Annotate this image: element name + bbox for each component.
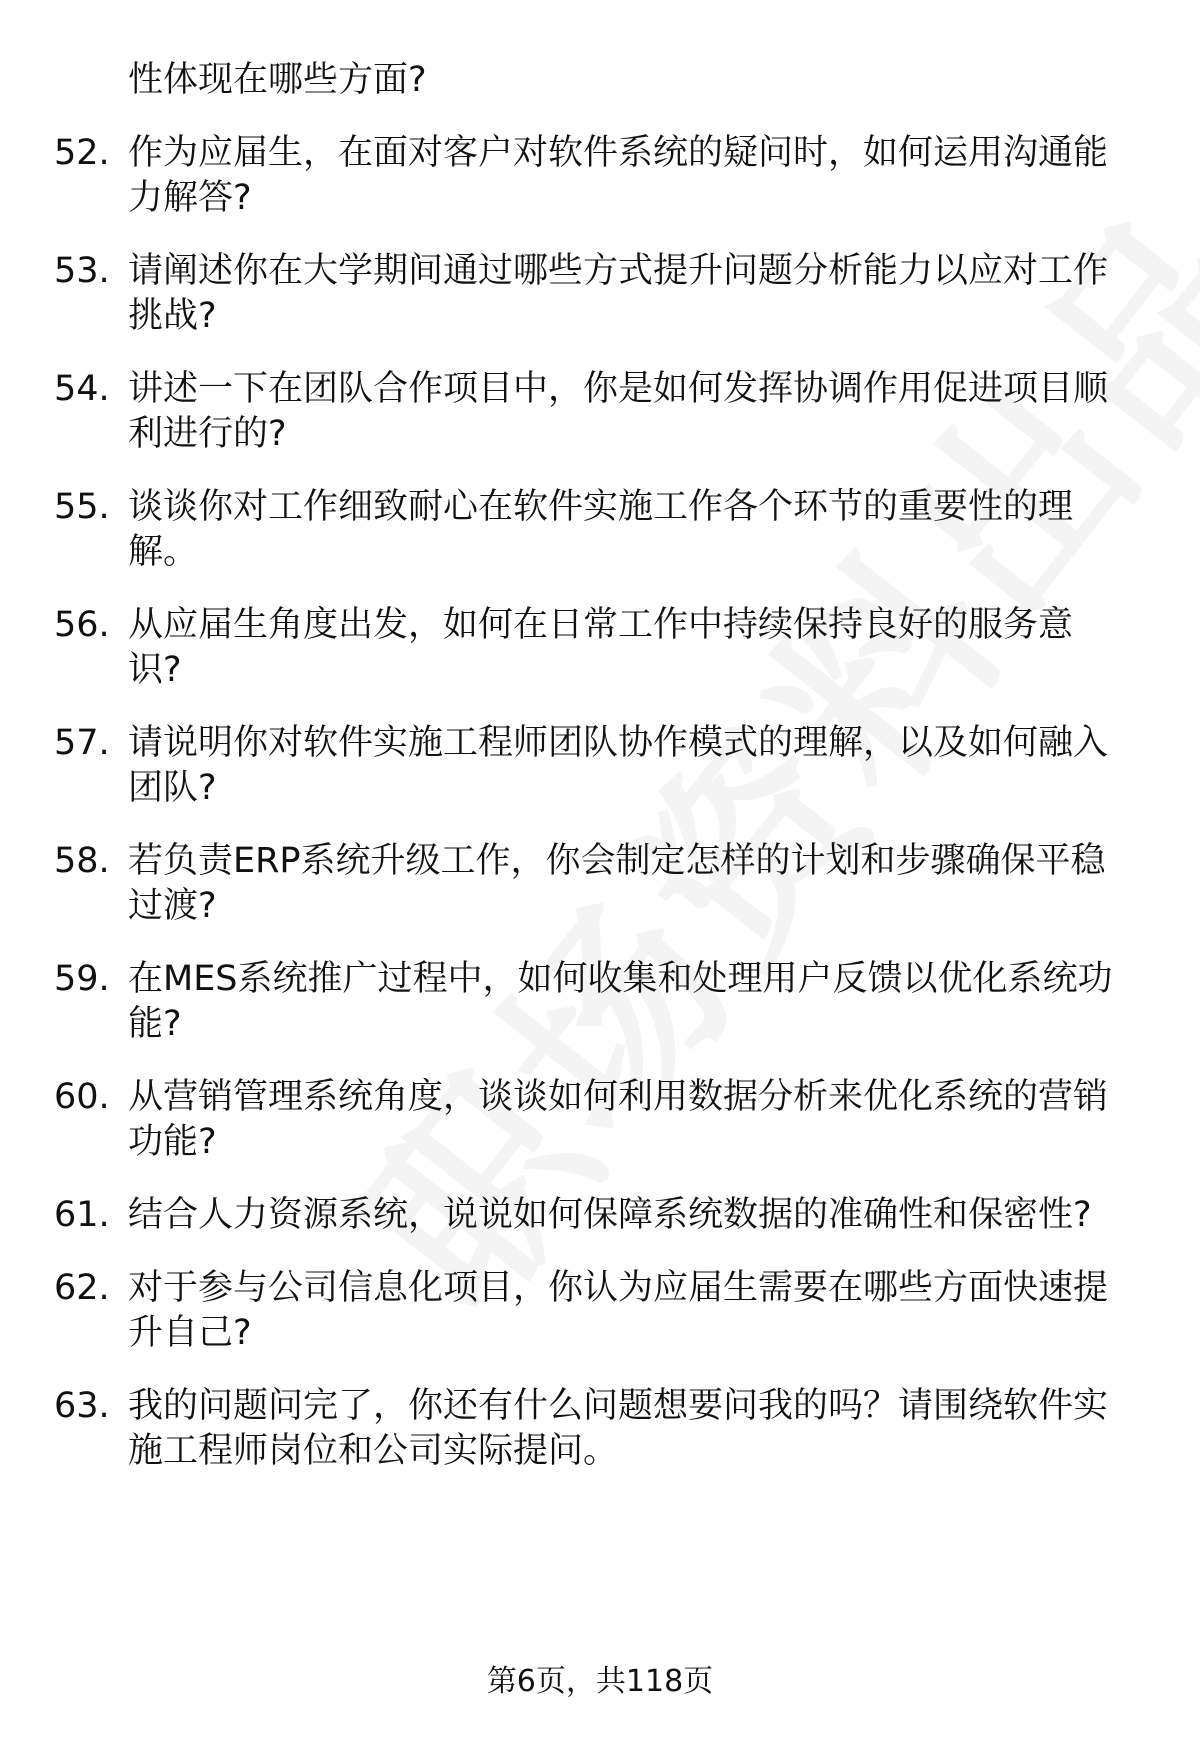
question-text-cont: 利进行的? bbox=[128, 414, 287, 454]
question-text: 从应届生角度出发，如何在日常工作中持续保持良好的服务意 bbox=[128, 605, 1074, 645]
question-text: 讲述一下在团队合作项目中，你是如何发挥协调作用促进项目顺 bbox=[128, 369, 1109, 409]
question-number: 58. bbox=[54, 841, 110, 881]
question-text: 若负责ERP系统升级工作，你会制定怎样的计划和步骤确保平稳 bbox=[128, 841, 1106, 881]
question-number: 59. bbox=[54, 959, 110, 999]
question-number: 57. bbox=[54, 723, 110, 763]
question-text-cont: 识? bbox=[128, 650, 182, 690]
question-number: 55. bbox=[54, 487, 110, 527]
question-text: 我的问题问完了，你还有什么问题想要问我的吗？请围绕软件实 bbox=[128, 1386, 1109, 1426]
question-text-cont: 功能? bbox=[128, 1122, 217, 1162]
question-number: 56. bbox=[54, 605, 110, 645]
page-footer bbox=[0, 1660, 1200, 1704]
question-number: 52. bbox=[54, 133, 110, 173]
continuation-text: 性体现在哪些方面? bbox=[128, 60, 427, 100]
question-text-cont: 力解答? bbox=[128, 178, 252, 218]
question-text: 从营销管理系统角度，谈谈如何利用数据分析来优化系统的营销 bbox=[128, 1077, 1109, 1117]
question-number: 63. bbox=[54, 1386, 110, 1426]
question-text-cont: 过渡? bbox=[128, 886, 217, 926]
question-text-cont: 施工程师岗位和公司实际提问。 bbox=[128, 1431, 619, 1471]
question-text: 作为应届生，在面对客户对软件系统的疑问时，如何运用沟通能 bbox=[128, 133, 1109, 173]
question-text: 请阐述你在大学期间通过哪些方式提升问题分析能力以应对工作 bbox=[128, 251, 1109, 291]
question-text: 结合人力资源系统，说说如何保障系统数据的准确性和保密性? bbox=[128, 1195, 1092, 1235]
question-number: 54. bbox=[54, 369, 110, 409]
question-number: 60. bbox=[54, 1077, 110, 1117]
question-text: 请说明你对软件实施工程师团队协作模式的理解，以及如何融入 bbox=[128, 723, 1109, 763]
question-text-cont: 升自己? bbox=[128, 1313, 252, 1353]
question-number: 61. bbox=[54, 1195, 110, 1235]
question-text-cont: 挑战? bbox=[128, 296, 217, 336]
question-number: 53. bbox=[54, 251, 110, 291]
question-text-cont: 解。 bbox=[128, 532, 199, 572]
question-text: 对于参与公司信息化项目，你认为应届生需要在哪些方面快速提 bbox=[128, 1268, 1109, 1308]
page-number-label: 第6页，共118页 bbox=[486, 1664, 714, 1699]
question-number: 62. bbox=[54, 1268, 110, 1308]
question-text-cont: 能? bbox=[128, 1004, 182, 1044]
question-text: 在MES系统推广过程中，如何收集和处理用户反馈以优化系统功 bbox=[128, 959, 1113, 999]
question-text-cont: 团队? bbox=[128, 768, 217, 808]
question-text: 谈谈你对工作细致耐心在软件实施工作各个环节的重要性的理 bbox=[128, 487, 1074, 527]
